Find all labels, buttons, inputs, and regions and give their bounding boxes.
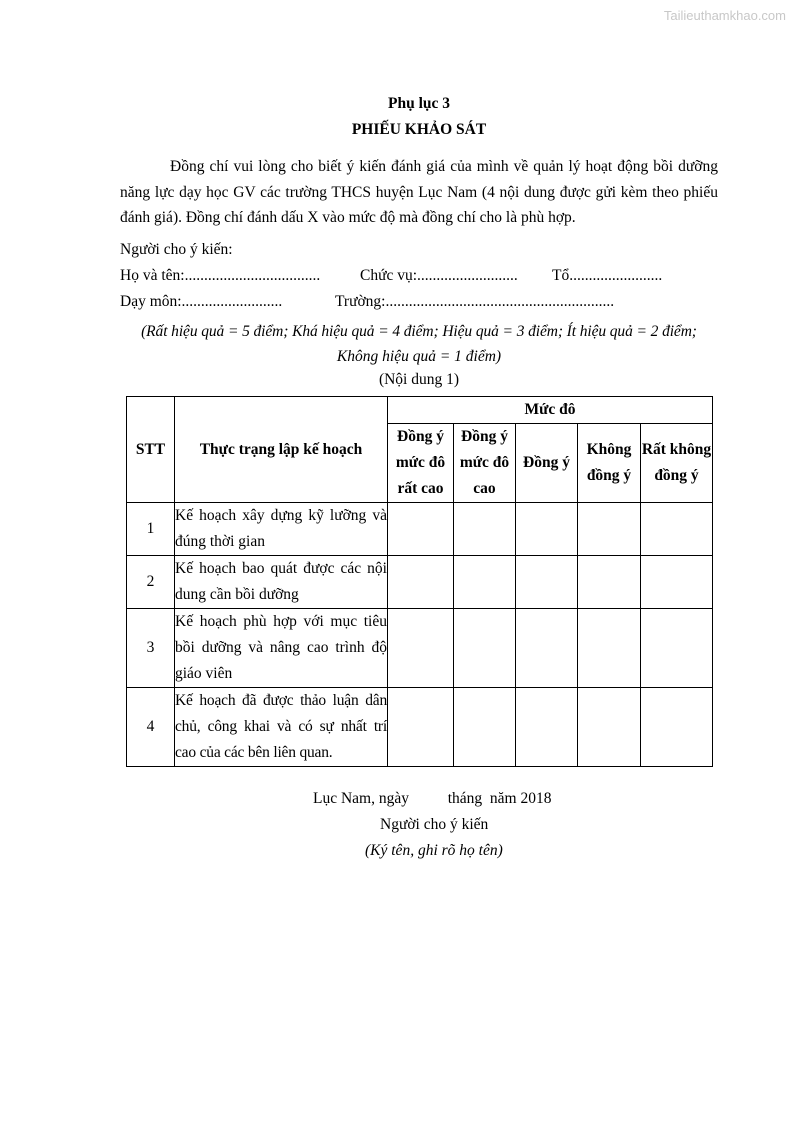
school-field[interactable]: Trường:........................................................... — [335, 293, 615, 310]
name-field[interactable]: Họ và tên:................................... — [120, 267, 321, 284]
rating-cell[interactable] — [578, 556, 641, 609]
row-stt: 2 — [127, 556, 175, 609]
rating-cell[interactable] — [388, 609, 454, 688]
rating-cell[interactable] — [516, 688, 578, 767]
signature-note: (Ký tên, ghi rõ họ tên) — [365, 842, 503, 859]
rating-cell[interactable] — [578, 688, 641, 767]
table-row — [127, 688, 713, 767]
rating-cell[interactable] — [578, 503, 641, 556]
header-level-3: Đồng ý — [516, 424, 578, 503]
row-stt: 4 — [127, 688, 175, 767]
respondent-label: Người cho ý kiến: — [120, 241, 233, 258]
scale-note-line-2: Không hiệu quả = 1 điểm) — [336, 348, 502, 365]
rating-cell[interactable] — [454, 556, 516, 609]
rating-cell[interactable] — [516, 503, 578, 556]
row-stt: 1 — [127, 503, 175, 556]
row-content: Kế hoạch bao quát được các nội dung cần bồi dưỡng — [175, 556, 388, 609]
appendix-label: Phụ lục 3 — [387, 95, 450, 112]
signer-label: Người cho ý kiến — [380, 816, 489, 833]
place-date: Lục Nam, ngày tháng năm 2018 — [313, 790, 552, 807]
rating-cell[interactable] — [641, 503, 713, 556]
table-row — [127, 503, 713, 556]
watermark: Tailieuthamkhao.com — [663, 8, 786, 23]
row-content: Kế hoạch phù hợp với mục tiêu bồi dưỡng và nâng cao trình độ giáo viên — [175, 609, 388, 688]
page-title: PHIẾU KHẢO SÁT — [351, 121, 487, 138]
group-field[interactable]: Tổ........................ — [552, 267, 663, 284]
scale-note-line-1: (Rất hiệu quả = 5 điểm; Khá hiệu quả = 4 điểm; Hiệu quả = 3 điểm; Ít hiệu quả = 2 điểm; — [141, 323, 697, 340]
rating-cell[interactable] — [641, 556, 713, 609]
rating-cell[interactable] — [388, 503, 454, 556]
rating-cell[interactable] — [516, 556, 578, 609]
header-level-1: Đồng ý mức đô rất cao — [388, 424, 454, 503]
row-content: Kế hoạch xây dựng kỹ lưỡng và đúng thời gian — [175, 503, 388, 556]
header-level: Mức đô — [388, 397, 713, 424]
content-label: (Nội dung 1) — [378, 371, 460, 388]
row-stt: 3 — [127, 609, 175, 688]
table-row — [127, 609, 713, 688]
rating-cell[interactable] — [454, 688, 516, 767]
rating-cell[interactable] — [454, 609, 516, 688]
header-level-2: Đồng ý mức đô cao — [454, 424, 516, 503]
rating-cell[interactable] — [578, 609, 641, 688]
rating-cell[interactable] — [516, 609, 578, 688]
rating-cell[interactable] — [388, 688, 454, 767]
survey-table — [126, 396, 713, 767]
subject-field[interactable]: Dạy môn:.......................... — [120, 293, 283, 310]
header-content: Thực trạng lập kế hoạch — [175, 397, 388, 503]
intro-paragraph: Đồng chí vui lòng cho biết ý kiến đánh giá của mình về quản lý hoạt động bồi dưỡng năng lực dạy học GV các trường THCS huyện Lục Nam (4 nội dung được gửi kèm theo phiếu đánh giá). Đồng chí đánh dấu X vào mức độ mà đồng chí cho là phù hợp. — [120, 158, 718, 226]
rating-cell[interactable] — [641, 609, 713, 688]
rating-cell[interactable] — [641, 688, 713, 767]
rating-cell[interactable] — [454, 503, 516, 556]
header-level-4: Không đồng ý — [578, 424, 641, 503]
row-content: Kế hoạch đã được thảo luận dân chủ, công khai và có sự nhất trí cao của các bên liên quan. — [175, 688, 388, 767]
position-field[interactable]: Chức vụ:.......................... — [360, 267, 518, 284]
header-stt: STT — [127, 397, 175, 503]
scale-note — [120, 319, 718, 369]
header-level-5: Rất không đồng ý — [641, 424, 713, 503]
table-row — [127, 556, 713, 609]
rating-cell[interactable] — [388, 556, 454, 609]
